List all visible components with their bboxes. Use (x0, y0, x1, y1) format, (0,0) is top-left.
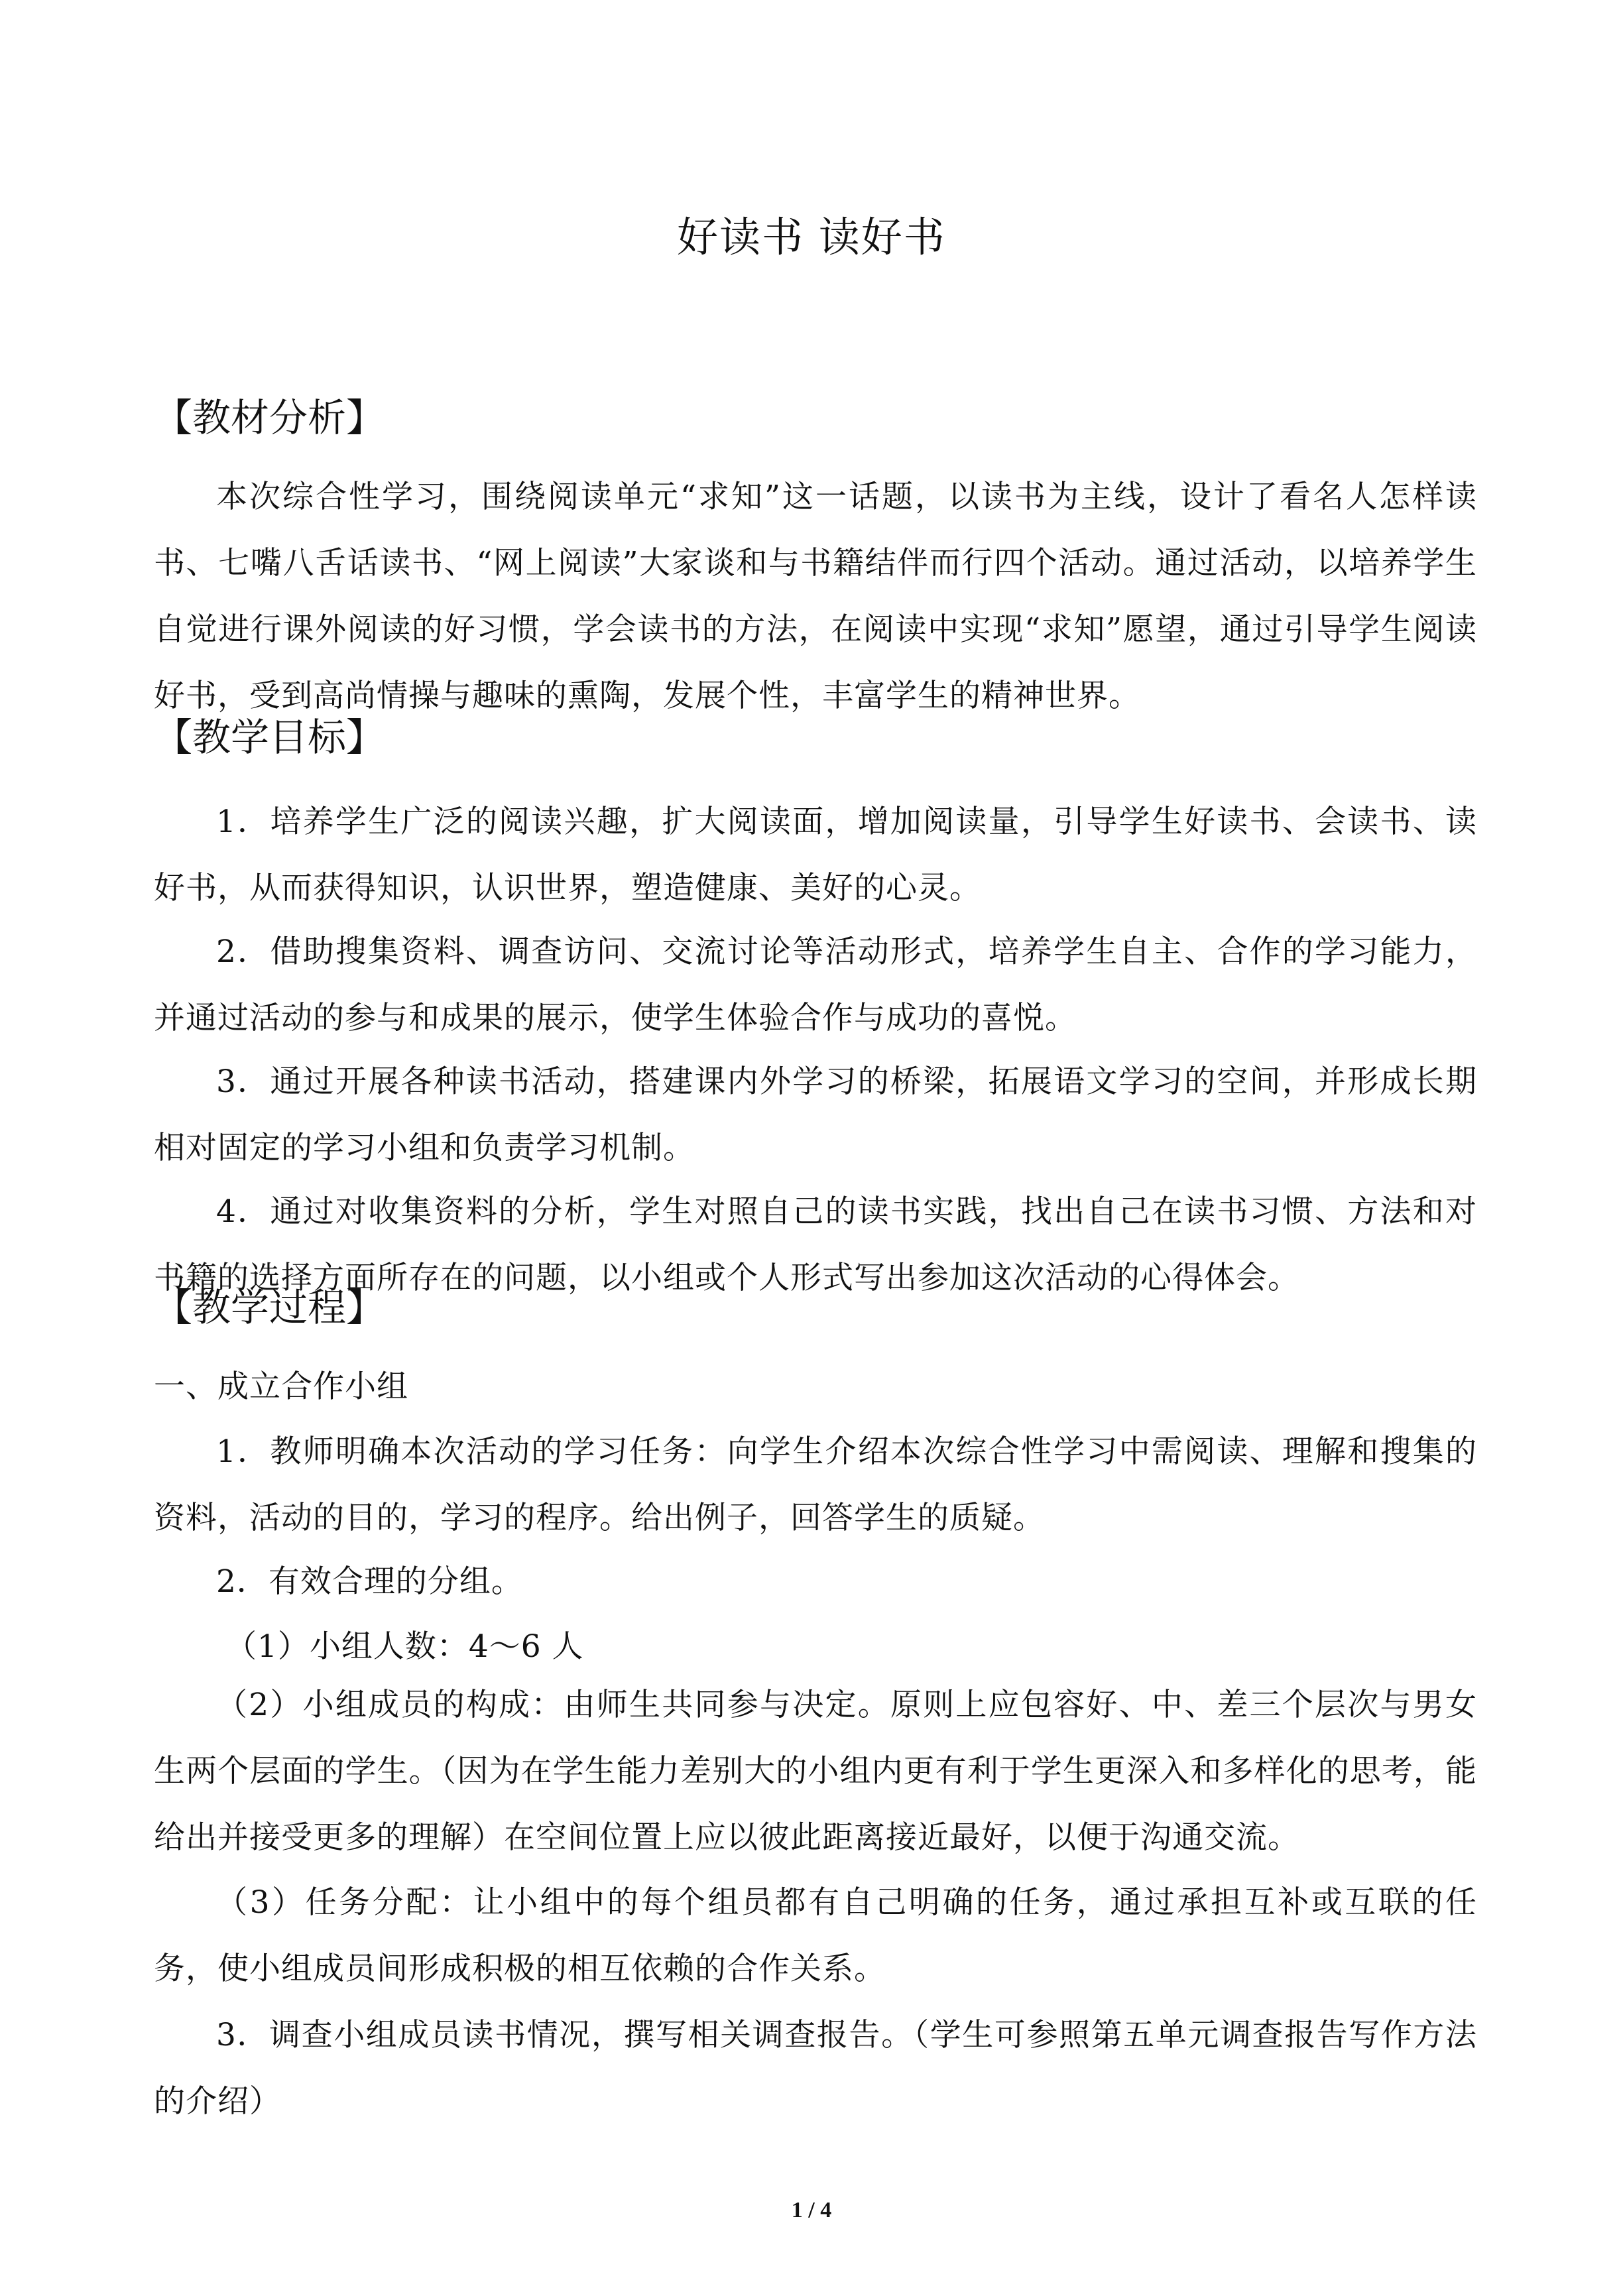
goal-item-3: 3．通过开展各种读书活动，搭建课内外学习的桥梁，拓展语文学习的空间，并形成长期相对固定的学习小组和负责学习机制。 (154, 1063, 1477, 1166)
page-number: 1 / 4 (791, 2198, 832, 2222)
process-item-2: 2．有效合理的分组。 (216, 1563, 523, 1600)
goal-item-1: 1．培养学生广泛的阅读兴趣，扩大阅读面，增加阅读量，引导学生好读书、会读书、读好书，从而获得知识，认识世界，塑造健康、美好的心灵。 (154, 804, 1477, 906)
process-sub-item-3: （3）任务分配：让小组中的每个组员都有自己明确的任务，通过承担互补或互联的任务，使小组成员间形成积极的相互依赖的合作关系。 (154, 1884, 1477, 1987)
section-heading-analysis: 【教材分析】 (154, 395, 385, 440)
analysis-paragraph: 本次综合性学习，围绕阅读单元“求知”这一话题，以读书为主线，设计了看名人怎样读书、七嘴八舌话读书、“网上阅读”大家谈和与书籍结伴而行四个活动。通过活动，以培养学生自觉进行课外阅读的好习惯，学会读书的方法，在阅读中实现“求知”愿望，通过引导学生阅读好书，受到高尚情操与趣味的熏陶，发展个性，丰富学生的精神世界。 (154, 479, 1477, 714)
goal-item-2: 2．借助搜集资料、调查访问、交流讨论等活动形式，培养学生自主、合作的学习能力，并通过活动的参与和成果的展示，使学生体验合作与成功的喜悦。 (154, 934, 1477, 1036)
page-title: 好读书 读好书 (677, 213, 946, 261)
goal-item-4: 4．通过对收集资料的分析，学生对照自己的读书实践，找出自己在读书习惯、方法和对书籍的选择方面所存在的问题，以小组或个人形式写出参加这次活动的心得体会。 (154, 1193, 1477, 1296)
section-heading-goals: 【教学目标】 (154, 715, 385, 760)
process-subheading: 一、成立合作小组 (154, 1368, 408, 1405)
process-item-1: 1．教师明确本次活动的学习任务：向学生介绍本次综合性学习中需阅读、理解和搜集的资料，活动的目的，学习的程序。给出例子，回答学生的质疑。 (154, 1433, 1477, 1536)
process-sub-item-1: （1）小组人数：4～6 人 (225, 1628, 584, 1665)
section-heading-process: 【教学过程】 (154, 1285, 385, 1330)
process-item-3: 3．调查小组成员读书情况，撰写相关调查报告。（学生可参照第五单元调查报告写作方法的介绍） (154, 2017, 1477, 2120)
process-sub-item-2: （2）小组成员的构成：由师生共同参与决定。原则上应包容好、中、差三个层次与男女生两个层面的学生。（因为在学生能力差别大的小组内更有利于学生更深入和多样化的思考，能给出并接受更多的理解）在空间位置上应以彼此距离接近最好，以便于沟通交流。 (154, 1687, 1477, 1856)
